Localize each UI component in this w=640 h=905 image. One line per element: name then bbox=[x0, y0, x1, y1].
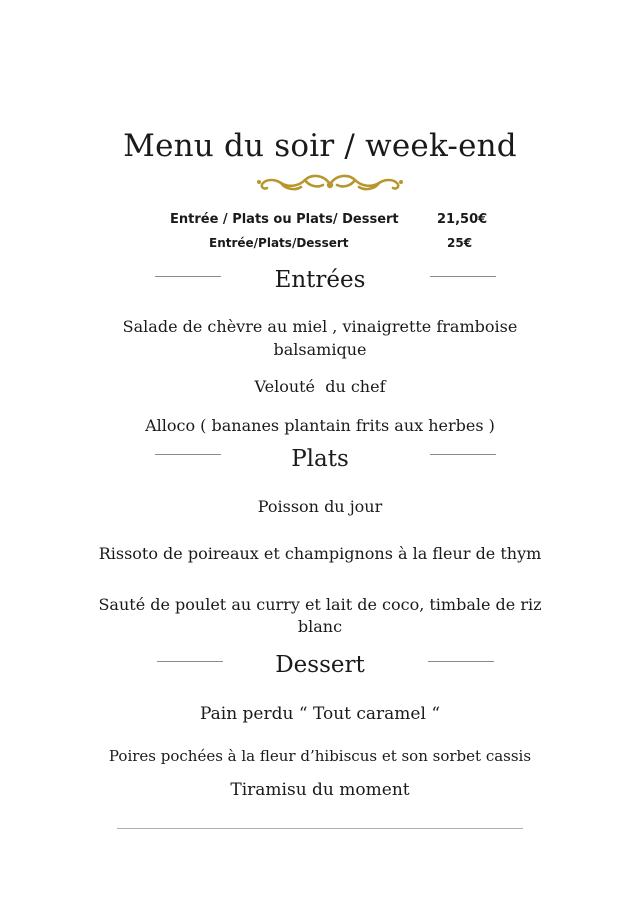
menu-title: Menu du soir / week-end bbox=[123, 128, 517, 164]
bottom-divider bbox=[117, 828, 523, 829]
menu-item: Pain perdu “ Tout caramel “ bbox=[199, 704, 441, 724]
formula-label: Entrée / Plats ou Plats/ Dessert bbox=[170, 212, 399, 227]
section-heading-dessert: Dessert bbox=[275, 652, 365, 678]
menu-item: Velouté du chef bbox=[254, 377, 386, 396]
menu-item: Poires pochées à la fleur d’hibiscus et son sorbet cassis bbox=[108, 747, 532, 765]
formula-label: Entrée/Plats/Dessert bbox=[209, 236, 349, 250]
menu-item: Tiramisu du moment bbox=[230, 780, 410, 800]
menu-item: Poisson du jour bbox=[257, 497, 383, 516]
section-heading-plats: Plats bbox=[291, 446, 349, 472]
formula-price: 25€ bbox=[447, 236, 473, 250]
menu-item: Alloco ( bananes plantain frits aux herbes ) bbox=[145, 416, 495, 435]
menu-item: Sauté de poulet au curry et lait de coco, timbale de riz bbox=[98, 595, 542, 614]
menu-item: balsamique bbox=[273, 340, 367, 359]
formula-price: 21,50€ bbox=[437, 212, 488, 227]
section-heading-entrees: Entrées bbox=[274, 267, 366, 293]
ornament-flourish-icon bbox=[255, 168, 405, 196]
menu-item: Rissoto de poireaux et champignons à la fleur de thym bbox=[98, 544, 542, 563]
menu-item: Salade de chèvre au miel , vinaigrette framboise bbox=[122, 317, 518, 336]
menu-item: blanc bbox=[297, 617, 343, 636]
